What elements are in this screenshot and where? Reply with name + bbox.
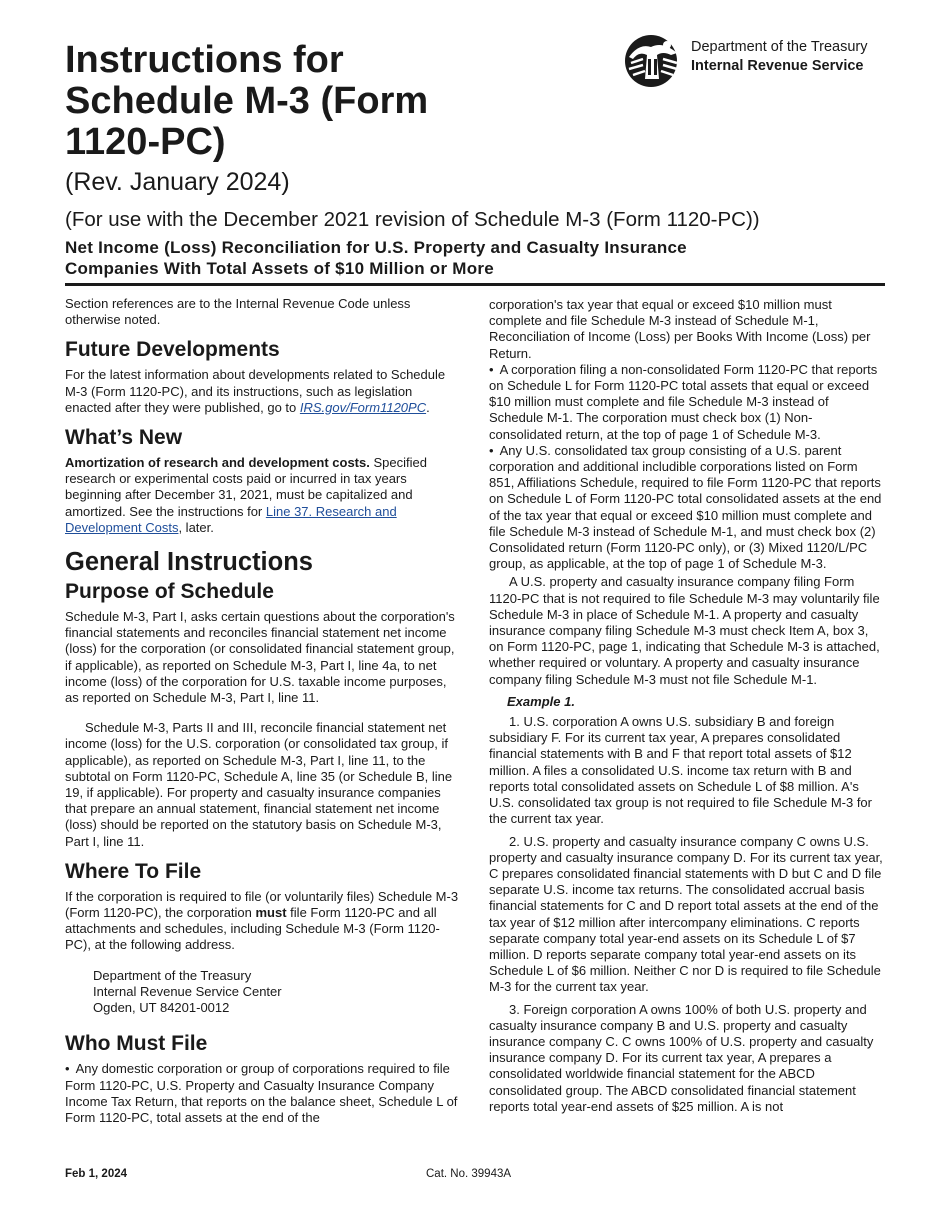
- general-instructions-heading: General Instructions: [65, 548, 313, 577]
- for-use-note: (For use with the December 2021 revision of Schedule M-3 (Form 1120-PC)): [65, 208, 760, 231]
- example-item-1: 1. U.S. corporation A owns U.S. subsidiary B and foreign subsidiary F. For its current tax year, A prepares consolidated financial statements with B and F that report total assets of $12 million. A files a consolidated U.S. income tax return with B and reports total consolidated assets on Schedule L of $8 million. A's U.S. consolidated tax group is not required to file Schedule M-3 for the current tax year.: [489, 714, 872, 827]
- who-must-file-bullet-1-cont: corporation's tax year that equal or exceed $10 million must complete and file Schedule M-3 instead of Schedule M-1, Reconciliation of Income (Loss) per Books With Income (Loss) per Return.: [489, 297, 871, 361]
- agency-name: Internal Revenue Service: [691, 58, 864, 74]
- future-developments-heading: Future Developments: [65, 338, 280, 362]
- whats-new-text: Amortization of research and development costs. Specified research or experimental costs paid or incurred in tax years beginning after December 31, 2021, must be capitalized and amortized. See the instructions for Line 37. Research and Development Costs, later.: [65, 455, 427, 535]
- footer-date: Feb 1, 2024: [65, 1168, 128, 1180]
- header-rule: [65, 283, 885, 286]
- department-label: [691, 38, 868, 76]
- department-name: Department of the Treasury: [691, 39, 868, 55]
- document-subtitle: [65, 237, 687, 279]
- whats-new-heading: What’s New: [65, 426, 183, 450]
- purpose-paragraph-1: Schedule M-3, Part I, asks certain questions about the corporation's financial statements and reconciles financial statement net income (loss) for the corporation (or consolidated financial statement group, if applicable), as reported on Schedule M-3, Part I, line 4a, to net income (loss) of the corporation for U.S. taxable income purposes, as reported on Schedule M-3, Part I, line 11.: [65, 609, 455, 706]
- intro-text: Section references are to the Internal Revenue Code unless otherwise noted.: [65, 296, 411, 328]
- line-37-link[interactable]: Line 37. Research and Development Costs: [65, 503, 397, 535]
- example-1-heading: Example 1.: [507, 693, 575, 709]
- purpose-heading: Purpose of Schedule: [65, 580, 274, 604]
- who-must-file-bullet-3: • Any U.S. consolidated tax group consisting of a U.S. parent corporation and additional includible corporations listed on Form 851, Affiliations Schedule, required to file Form 1120-PC that reports on Schedule L of Form 1120-PC total consolidated assets at the end of the tax year that equal or exceed $10 million must complete and file Schedule M-3 instead of Schedule M-1, and must check box (2) Consolidated return (Form 1120-PC only), or (3) Mixed 1120/L/PC group, as applicable, at the top of page 1 of Schedule M-3.: [489, 443, 885, 573]
- who-must-file-bullet-2: • A corporation filing a non-consolidated Form 1120-PC that reports on Schedule L for Form 1120-PC total assets that equal or exceed $10 million must complete and file Schedule M-3 instead of Schedule M-1. The corporation must check box (1) Non-consolidated return, at the top of page 1 of Schedule M-3.: [489, 362, 885, 443]
- purpose-paragraph-2: Schedule M-3, Parts II and III, reconcile financial statement net income (loss) for the U.S. corporation (or consolidated tax group, if applicable), as reported on Schedule M-3, Part I, line 11, to the subtotal on Form 1120-PC, Schedule A, line 35 (or Schedule B, line 19, if applicable). For property and casualty insurance companies that prepare an annual statement, financial statement net income (loss) should be reported on the statutory basis on Schedule M-3, Part I, line 11.: [65, 720, 453, 849]
- future-developments-text: For the latest information about developments related to Schedule M-3 (Form 1120-PC), and its instructions, such as legislation enacted after they were published, go to IRS.gov/Form1120PC.: [65, 367, 446, 415]
- example-item-2: 2. U.S. property and casualty insurance company C owns U.S. property and casualty insurance company D. For its current tax year, C prepares consolidated financial statements with D but C and D file separate U.S. income tax returns. The consolidated accrual basis financial statements for C and D report total assets at the end of the tax year of $12 million after intercompany eliminations. C reports separate company total year-end assets on its Schedule L of $7 million. D reports separate company total year-end assets on its Schedule L of $6 million. Neither C nor D is required to file Schedule M-3 for the current tax year.: [489, 833, 883, 995]
- revision-date: (Rev. January 2024): [65, 168, 290, 196]
- mailing-address: Department of the Treasury Internal Revenue Service Center Ogden, UT 84201-0012: [93, 967, 282, 1016]
- subtitle-line-2: Companies With Total Assets of $10 Million or More: [65, 259, 494, 278]
- example-item-3: 3. Foreign corporation A owns 100% of both U.S. property and casualty insurance company B and U.S. property and casualty insurance company C. C owns 100% of U.S. property and casualty insurance company D. For its current tax year, A prepares a consolidated worldwide financial statement for the ABCD consolidated group. The ABCD consolidated financial statement reports total year-end assets of $25 million. A is not: [489, 1001, 874, 1114]
- where-to-file-heading: Where To File: [65, 859, 202, 883]
- who-must-file-heading: Who Must File: [65, 1032, 208, 1056]
- where-to-file-text: If the corporation is required to file (or voluntarily files) Schedule M-3 (Form 1120-PC), the corporation must file Form 1120-PC and all attachments and schedules, including Schedule M-3 (Form 1120-PC), at the following address.: [65, 888, 459, 953]
- who-must-file-bullet-1: • Any domestic corporation or group of corporations required to file Form 1120-PC, U.S. Property and Casualty Insurance Company Income Tax Return, that reports on the balance sheet, Schedule L of Form 1120-PC, total assets at the end of the: [65, 1061, 460, 1126]
- left-column: [65, 296, 460, 1126]
- voluntary-filing-text: A U.S. property and casualty insurance company filing Form 1120-PC that is not required to file Schedule M-3 may voluntarily file Schedule M-3 in place of Schedule M-1. A property and casualty insurance company filing Schedule M-3 must check Item A, box 3, on Form 1120-PC, page 1, indicating that Schedule M-3 is attached, whether required or voluntary. A property and casualty insurance company filing Schedule M-3 must not file Schedule M-1.: [489, 574, 880, 687]
- irs-form1120pc-link[interactable]: IRS.gov/Form1120PC: [299, 399, 427, 415]
- subtitle-line-1: Net Income (Loss) Reconciliation for U.S. Property and Casualty Insurance: [65, 238, 687, 257]
- catalog-number: Cat. No. 39943A: [426, 1168, 512, 1180]
- irs-eagle-logo-icon: [623, 33, 685, 89]
- right-column: [489, 297, 885, 1115]
- document-title: Instructions for Schedule M-3 (Form 1120-PC): [65, 39, 429, 163]
